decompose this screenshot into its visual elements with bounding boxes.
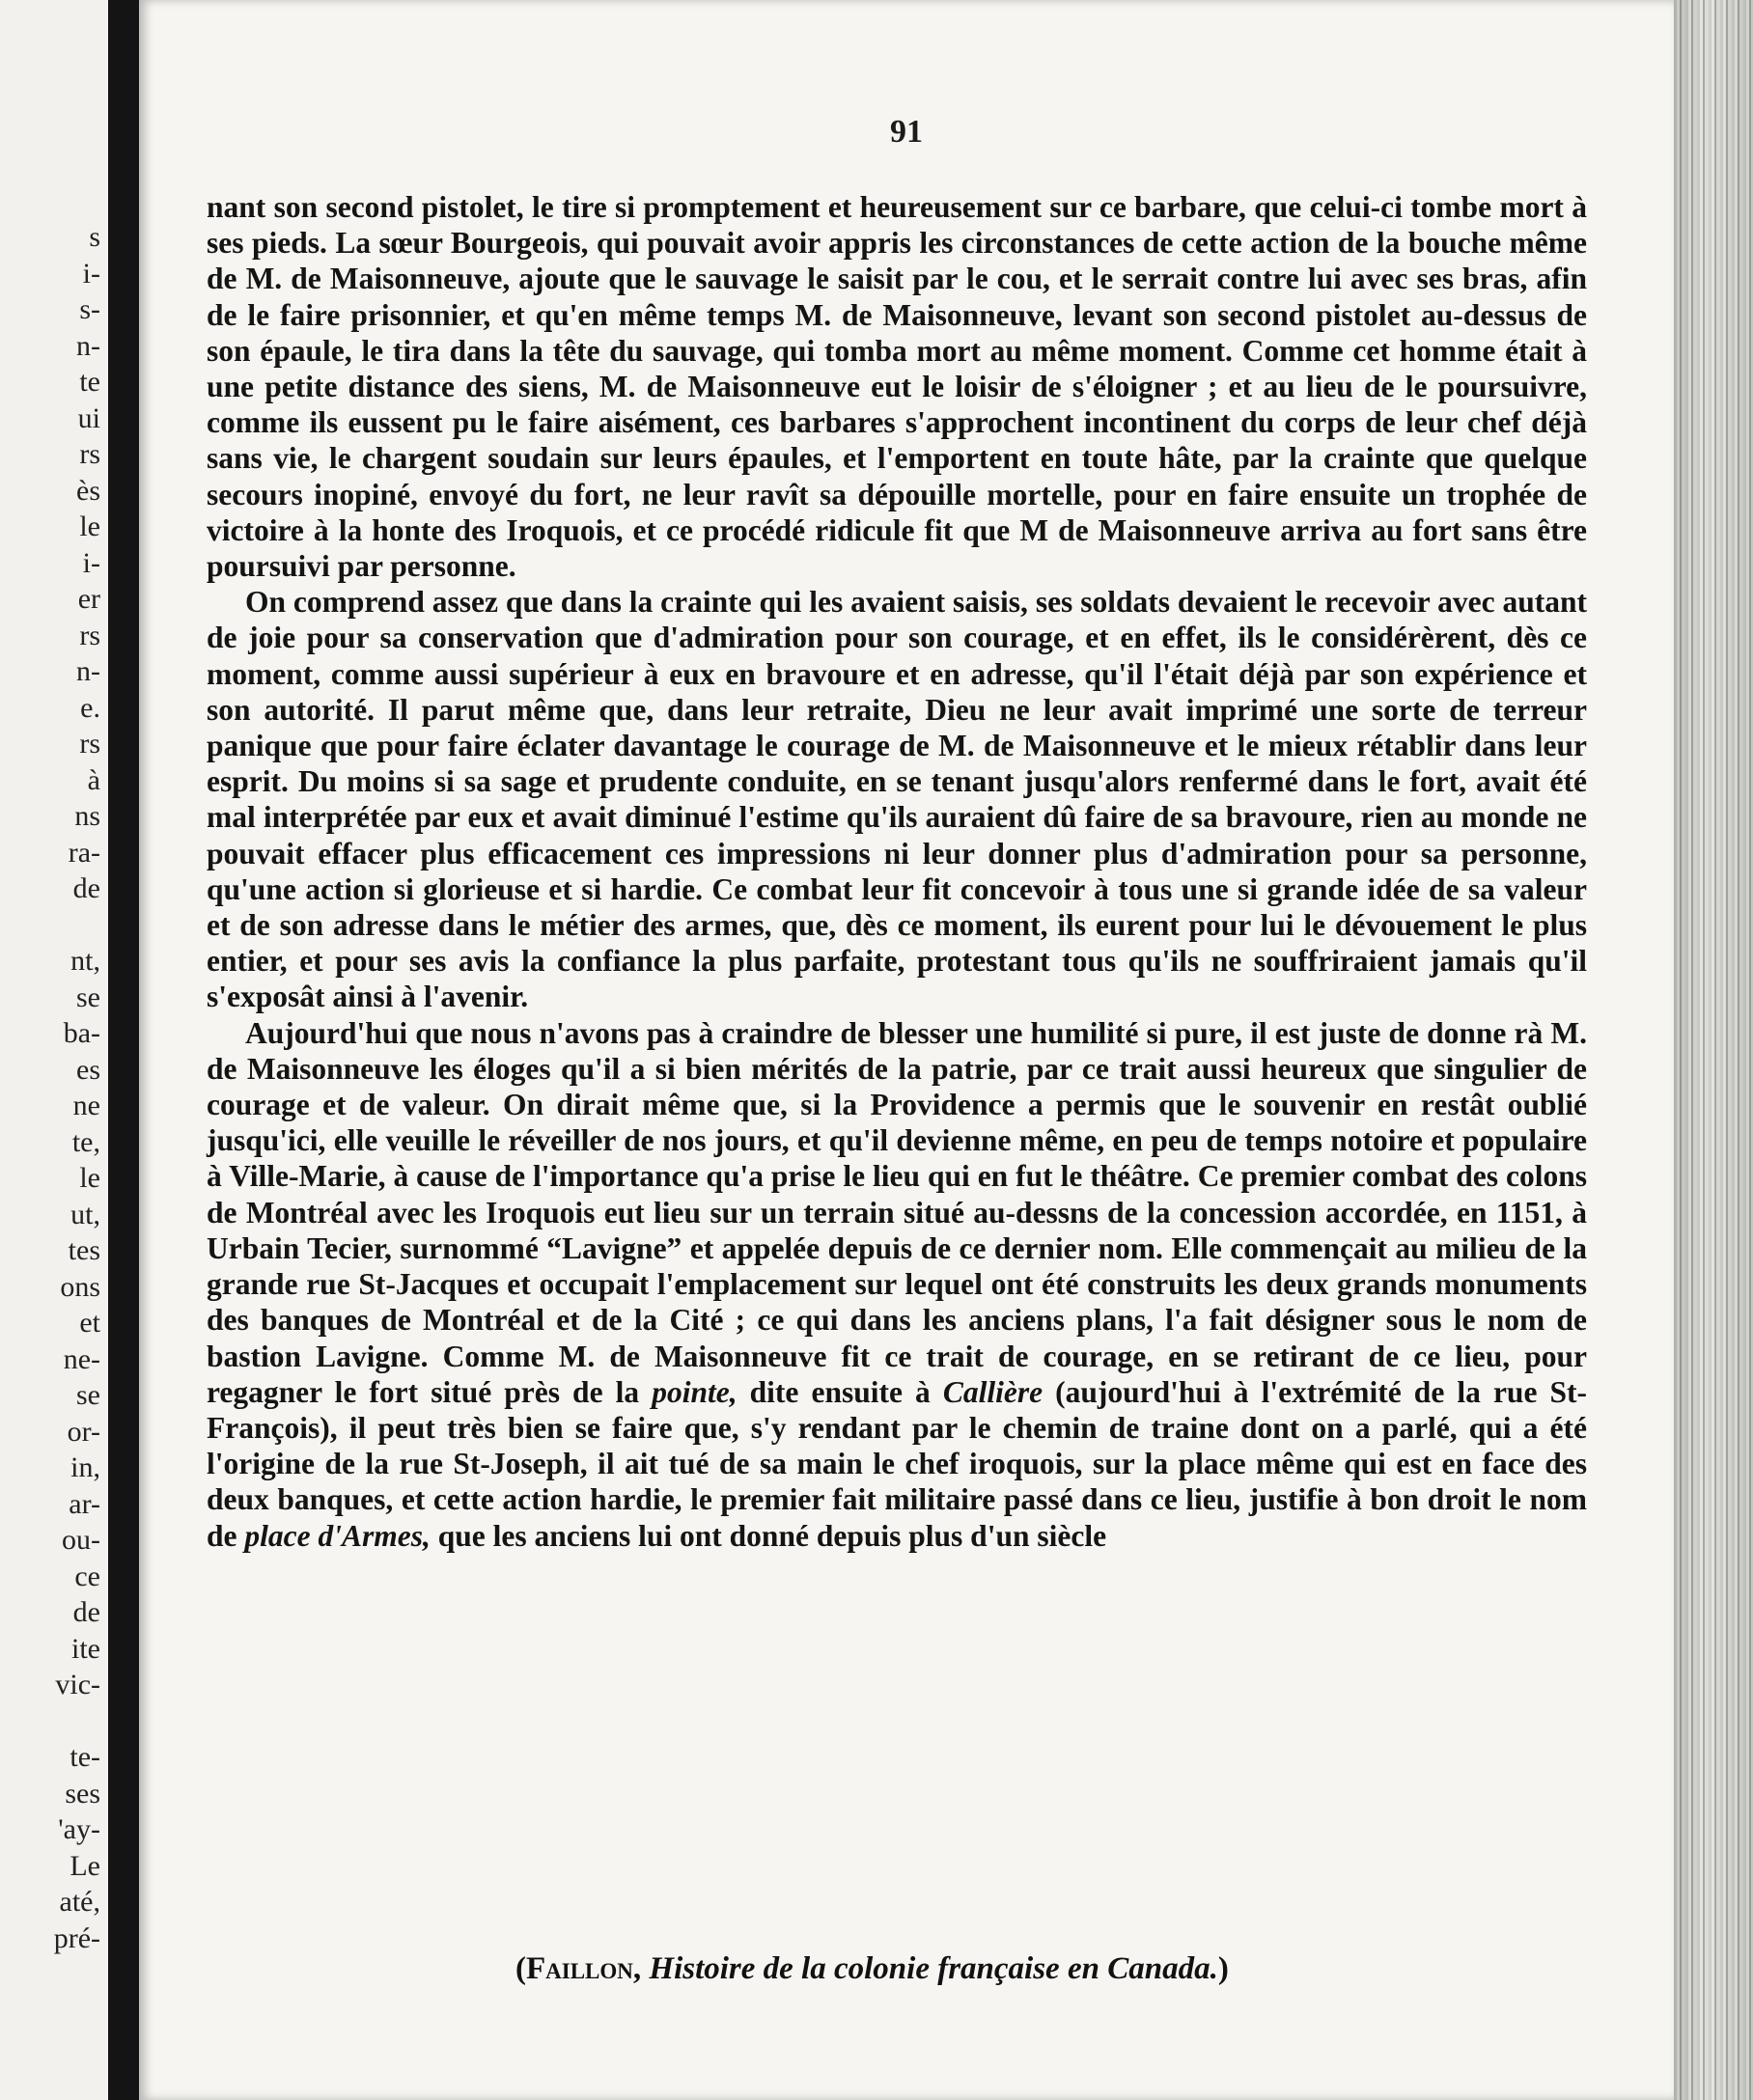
citation-author: Faillon [526,1951,633,1986]
page-edge-stack [1674,0,1753,2100]
left-page-line-fragment: ite [71,1632,100,1665]
left-page-line-fragment: ce [74,1560,100,1592]
left-page-fragment [0,0,108,2100]
left-page-line-fragment: ui [77,401,100,434]
left-page-line-fragment: ne [72,1090,100,1121]
left-page-line-fragment: Le [70,1849,100,1882]
left-page-line-fragment: rs [79,619,100,651]
left-page-line-fragment: es [76,1053,100,1086]
book-gutter [108,0,139,2100]
left-page-line-fragment: et [79,1307,100,1339]
left-page-line-fragment: ba- [63,1017,100,1049]
left-page-line-fragment: le [79,511,100,542]
paragraph-1: nant son second pistolet, le tire si promptement et heureusement sur ce barbare, que celui-ci tombe mort à ses pieds. La sœur Bourgeois, qui pouvait avoir appris les circonstances de cette action de la bouche même de M. de Maisonneuve, ajoute que le sauvage le saisit par le cou, et le serrait contre lui avec ses bras, afin de le faire prisonnier, et qu'en même temps M. de Maisonneuve, levant son second pistolet au-dessus de son épaule, le tira dans la tête du sauvage, qui tomba mort au même moment. Comme cet homme était à une petite distance des siens, M. de Maisonneuve eut le loisir de s'éloigner ; et au lieu de le poursuivre, comme ils eussent pu le faire aisément, ces barbares s'approchent incontinent du corps de leur chef déjà sans vie, le chargent soudain sur leurs épaules, et l'emportent en toute hâte, par la crainte que quelque secours inopiné, envoyé du fort, ne leur ravît sa dépouille mortelle, pour en faire ensuite un trophée de victoire à la honte des Iroquois, et ce procédé ridicule fit que M de Maisonneuve arriva au fort sans être poursuivi par personne. [207,190,1587,584]
left-page-line-fragment: i- [82,257,100,290]
citation-close: ) [1217,1951,1229,1986]
left-page-line-fragment: e. [80,691,100,724]
left-page-line-fragment: n- [76,655,100,687]
paragraph-3-text-d: que les anciens lui ont donné depuis plus d'un siècle [430,1518,1107,1553]
left-page-line-fragment: ne- [63,1342,100,1375]
left-page-line-fragment: tes [68,1234,100,1266]
left-page-line-fragment: ons [60,1270,100,1303]
left-page-line-fragment: de [72,872,100,904]
paragraph-2: On comprend assez que dans la crainte qui les avaient saisis, ses soldats devaient le recevoir avec autant de joie pour sa conservation que d'admiration pour son courage, et en effet, ils le considérèrent, dès ce moment, comme aussi supérieur à eux en bravoure et en adresse, qu'il l'était déjà par son expérience et son autorité. Il parut même que, dans leur retraite, Dieu ne leur avait imprimé une sorte de terreur panique que pour faire éclater davantage le courage de M. de Maisonneuve et le mieux rétablir dans leur esprit. Du moins si sa sage et prudente conduite, en se tenant jusqu'alors renfermé dans le fort, avait été mal interprétée par eux et avait diminué l'estime qu'ils auraient dû faire de sa bravoure, rien au monde ne pouvait effacer plus efficacement ces impressions ni leur donner plus d'admiration pour sa personne, qu'une action si glorieuse et si hardie. Ce combat leur fit concevoir à tous une si grande idée de sa valeur et de son adresse dans le métier des armes, que, dès ce moment, ils eurent pour lui le dévouement le plus entier, et pour ses avis la confiance la plus parfaite, protestant tous qu'ils ne souffriraient jamais qu'il s'exposât ainsi à l'avenir. [207,585,1587,1014]
left-page-line-fragment: até, [59,1886,100,1918]
citation [515,1951,1577,1987]
italic-term-calliere: Callière [942,1374,1043,1409]
left-page-line-fragment: 'ay- [58,1813,100,1845]
left-page-line-fragment: s [89,221,100,253]
citation-title: Histoire de la colonie française en Canada. [649,1951,1218,1986]
left-page-line-fragment: ar- [69,1487,100,1520]
left-page-line-fragment: ès [76,474,100,507]
left-page-line-fragment: te [79,366,100,398]
left-page-line-fragment: nt, [70,945,100,977]
left-page-line-fragment: ns [74,800,100,832]
left-page-line-fragment: te- [70,1741,100,1773]
paragraph-3-text-b: dite ensuite à [737,1374,943,1409]
left-page-line-fragment: s- [79,293,100,325]
left-page-line-fragment: ou- [62,1524,100,1556]
left-page-line-fragment: or- [67,1415,100,1448]
paragraph-3-text-c: (aujourd'hui à l'extrémité de la rue St-François), il peut très bien se faire que, s'y rendant par le chemin de traine dont on a parlé, qui a été l'origine de la rue St-Joseph, il ait tué de sa main le chef iroquois, sur la place même qui est en face des deux banques, et cette action hardie, le premier fait militaire passé dans ce lieu, justifie à bon droit le nom de [207,1374,1587,1553]
left-page-line-fragment: in, [70,1451,100,1483]
left-page-line-fragment: le [79,1162,100,1194]
left-page-line-fragment: se [76,1379,100,1411]
paragraph-3 [207,1015,1587,1554]
page-number: 91 [890,114,923,150]
left-page-line-fragment: rs [79,728,100,760]
left-page-line-fragment: rs [79,438,100,470]
left-page-line-fragment: pré- [53,1921,100,1954]
left-page-line-fragment: se [76,981,100,1013]
italic-term-pointe: pointe, [652,1374,737,1409]
paragraph-3-text-a: Aujourd'hui que nous n'avons pas à craindre de blesser une humilité si pure, il est juste de donne rà M. de Maisonneuve les éloges qu'il a si bien mérités de la patrie, par ce trait aussi heureux que singulier de courage et de valeur. On dirait même que, si la Providence a permis que le souvenir en restât oublié jusqu'ici, elle veuille le réveiller de nos jours, et qu'il devienne même, en peu de temps notoire et populaire à Ville-Marie, à cause de l'importance qu'a prise le lieu qui en fut le théâtre. Ce premier combat des colons de Montréal avec les Iroquois eut lieu sur un terrain situé au-dessns de la concession accordée, en 1151, à Urbain Tecier, surnommé “Lavigne” et appelée depuis de ce dernier nom. Elle commençait au milieu de la grande rue St-Jacques et occupait l'emplacement sur lequel ont été construits les deux grands monuments des banques de Montréal et de la Cité ; ce qui dans les anciens plans, l'a fait désigner sous le nom de bastion Lavigne. Comme M. de Maisonneuve fit ce trait de courage, en se retirant de ce lieu, pour regagner le fort situé près de la [207,1015,1587,1409]
left-page-line-fragment: ra- [68,836,100,869]
left-page-line-fragment: ses [65,1777,100,1810]
left-page-line-fragment: i- [82,546,100,579]
citation-sep: , [632,1951,650,1986]
left-page-line-fragment: vic- [55,1669,100,1700]
left-page-line-fragment: te, [71,1125,100,1158]
left-page-line-fragment: er [77,583,100,615]
left-page-line-fragment: de [72,1596,100,1628]
left-page-line-fragment: à [87,763,100,796]
citation-open: ( [515,1951,526,1986]
left-page-line-fragment: ut, [70,1198,100,1230]
italic-term-place-darmes: place d'Armes, [244,1518,431,1553]
left-page-line-fragment: n- [76,329,100,362]
body-text [207,189,1587,1554]
book-page [139,0,1674,2100]
